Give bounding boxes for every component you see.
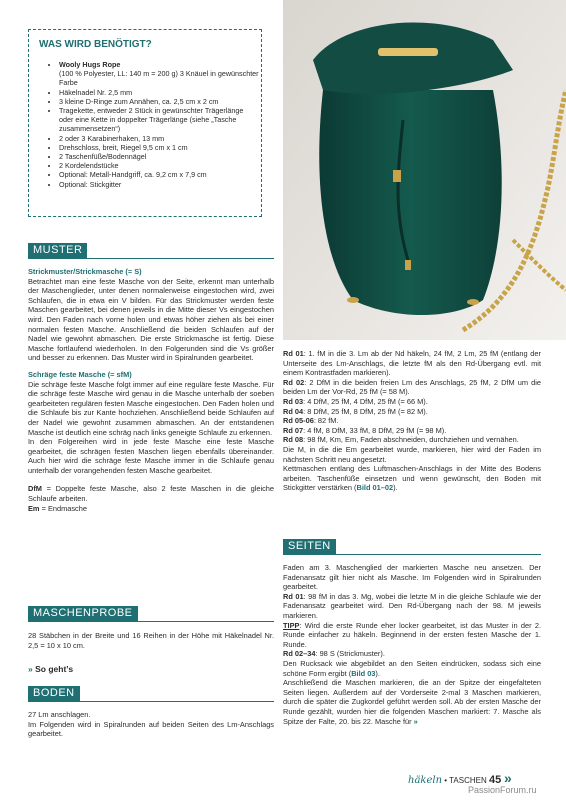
list-item: • Drehschloss, breit, Riegel 9,5 cm x 1 cm (59, 143, 259, 152)
muster-heading-row (28, 240, 274, 259)
seiten-rd-02-34: Rd 02–34: 98 S (Strickmuster). (283, 649, 385, 659)
abbreviation-em: Em = Endmasche (28, 503, 87, 513)
maschenprobe-text: 28 Stäbchen in der Breite und 16 Reihen in der Höhe mit Häkelnadel Nr. 2,5 = 10 x 10 cm. (28, 631, 274, 650)
maschenprobe-heading-row (28, 603, 274, 622)
materials-box (28, 29, 262, 217)
seiten-paragraph-1: Faden am 3. Maschenglied der markierten Masche neu ansetzen. Der Fadenansatz gilt hier nicht als Masche. Im Folgenden wird in Spiralrunden gearbeitet. (283, 563, 541, 592)
list-item: • Wooly Hugs Rope (100 % Polyester, LL: 140 m = 200 g) 3 Knäuel in gewünschter Farbe (59, 60, 259, 88)
list-item: • Optional: Metall-Handgriff, ca. 9,2 cm x 7,9 cm (59, 170, 259, 179)
strickmuster-subheading: Strickmuster/Strickmasche (= S) (28, 267, 142, 276)
boden-heading: BODEN (28, 686, 80, 701)
boden-end-1: Die M, in die die Em gearbeitet wurde, markieren, hier wird der Faden im nächsten Schritt neu angesetzt. (283, 444, 541, 464)
seiten-paragraph-3: Anschließend die Maschen markieren, die an der Spitze der eingefalteten Seiten liegen. Außerdem auf der Vorderseite 2-mal 3 Maschen markieren, durch die später die Zugkordel geführt werden soll. Ab der ersten Masche der Runde gezählt, wurden hier die folgenden Maschen markiert: 7. Masche als Spitze der Falte, 20. bis 22. Masche für » (283, 678, 541, 726)
round-row: Rd 01: 1. fM in die 3. Lm ab der Nd häkeln, 24 fM, 2 Lm, 25 fM (entlang der Unterseite des Lm-Anschlags, die letzte fM als den Rd-Übergang evtl. mit einem Kontrastfaden markieren). (283, 349, 541, 378)
round-row: Rd 03: 4 DfM, 25 fM, 4 DfM, 25 fM (= 66 M). (283, 396, 428, 406)
muster-heading: MUSTER (28, 243, 87, 258)
seiten-heading: SEITEN (283, 539, 336, 554)
sfm-subheading: Schräge feste Masche (= sfM) (28, 369, 132, 379)
seiten-paragraph-2: Den Rucksack wie abgebildet an den Seiten eindrücken, sodass sich eine schöne Form ergibt (Bild 03). (283, 658, 541, 678)
seiten-rd-01: Rd 01: 98 fM in das 3. Mg, wobei die letzte M in die gleiche Schlaufe wie der Fadenansatz gearbeitet wird. Den Rd-Übergang nach der 98. M jeweils markieren. (283, 591, 541, 620)
boden-line-2: Im Folgenden wird in Spiralrunden auf beiden Seiten des Lm-Anschlags gearbeitet. (28, 719, 274, 739)
list-item: • 2 oder 3 Karabinerhaken, 13 mm (59, 134, 259, 143)
strickmuster-paragraph: Betrachtet man eine feste Masche von der Seite, erkennt man unterhalb der Maschenglieder, unter denen normalerweise eingestochen wird, zwei Schlaufen, die in etwa ein V bilden. Für das Strickmuster werden feste Maschen gearbeitet, bei denen jeweils in die Mitte dieser Vs eingestochen wird. Den Faden nach vorne holen und etwas höher ziehen als bei einer normalen festen Masche. Anschließend die beiden Schlaufen auf der Nadel wie gewohnt abmaschen. Die erste Strickmasche ist fertig. Diese Masche fortlaufend wiederholen. In den Folgerunden sind die Vs größer und besser zu erkennen. Das Muster wird in Spiralrunden gearbeitet. (28, 276, 274, 363)
watermark: PassionForum.ru (468, 785, 537, 795)
backpack-photo (283, 0, 566, 340)
sfm-paragraph: Die schräge feste Masche folgt immer auf eine reguläre feste Masche. Für die schräge feste Masche wird genau in die Masche unterhalb der soeben gearbeiteten regulären festen Masche eingestochen. Den Faden holen und die Schlaufe bis zur Kante hochziehen. Anschließend beide Schlaufen auf der Nadel wie gewohnt zusammen abmaschen. An der entstandenen Masche ist deutlich eine schräg nach links geneigte Schlaufe zu erkennen. (28, 379, 274, 437)
footer-section: • TASCHEN (442, 776, 489, 785)
round-row: Rd 07: 4 fM, 8 DfM, 33 fM, 8 DfM, 29 fM (= 98 M). (283, 425, 447, 435)
list-item: • Tragekette, entweder 2 Stück in gewünschter Trägerlänge oder eine Kette in doppelter Trägerlänge (siehe „Tasche zusammensetzen“) (59, 106, 259, 134)
page-footer (408, 770, 548, 786)
list-item: • Optional: Stickgitter (59, 180, 259, 189)
sfm-paragraph-2: In den Folgereihen wird in jede feste Masche eine feste Masche gearbeitet, die schrägen festen Maschen liegen ebenfalls übereinander. Auch hier wird die schräge feste Masche immer in die Schlaufe genau unterhalb der vorangehenden festen Masche gearbeitet. (28, 437, 274, 475)
boden-intro (28, 710, 274, 739)
page-number: 45 (489, 774, 502, 786)
muster-section (28, 267, 274, 513)
list-item: • 2 Kordelendstücke (59, 161, 259, 170)
maschenprobe-heading: MASCHENPROBE (28, 606, 138, 621)
abbreviation-dfm: DfM = Doppelte feste Masche, also 2 feste Maschen in die gleiche Schlaufe arbeiten. (28, 484, 274, 504)
backpack-illustration (283, 0, 566, 340)
round-row: Rd 02: 2 DfM in die beiden freien Lm des Anschlags, 25 fM, 2 DfM um die beiden Lm der Vor-Rd, 25 fM (= 58 M). (283, 377, 541, 397)
boden-line-1: 27 Lm anschlagen. (28, 710, 91, 719)
round-row: Rd 05-06: 82 fM. (283, 416, 339, 426)
round-row: Rd 08: 98 fM, Km, Em, Faden abschneiden, durchziehen und vernähen. (283, 435, 519, 445)
list-item: • Häkelnadel Nr. 2,5 mm (59, 88, 259, 97)
so-gehts-label: » So geht’s (28, 664, 74, 674)
boden-heading-row (28, 683, 274, 702)
list-item: • 2 Taschenfüße/Bodennägel (59, 152, 259, 161)
next-page-arrow: » (504, 770, 512, 786)
footer-brand: häkeln (408, 775, 443, 786)
boden-end-2: Kettmaschen entlang des Luftmaschen-Anschlags in der Mitte des Bodens arbeiten. Taschenfüße einsetzen und wenn gewünscht, den Boden mit Stickgitter verstärken (Bild 01–02). (283, 464, 541, 493)
materials-list (47, 60, 259, 189)
round-row: Rd 04: 8 DfM, 25 fM, 8 DfM, 25 fM (= 82 M). (283, 406, 428, 416)
boden-rounds (283, 349, 541, 493)
materials-title: WAS WIRD BENÖTIGT? (39, 39, 152, 50)
seiten-section (283, 563, 541, 726)
seiten-heading-row (283, 536, 541, 555)
seiten-tipp: TIPP: Wird die erste Runde eher locker gearbeitet, ist das Muster in der 2. Runde einfacher zu häkeln. Beginnend in der ersten festen Masche der 1. Runde. (283, 620, 541, 649)
list-item: • 3 kleine D-Ringe zum Annähen, ca. 2,5 cm x 2 cm (59, 97, 259, 106)
